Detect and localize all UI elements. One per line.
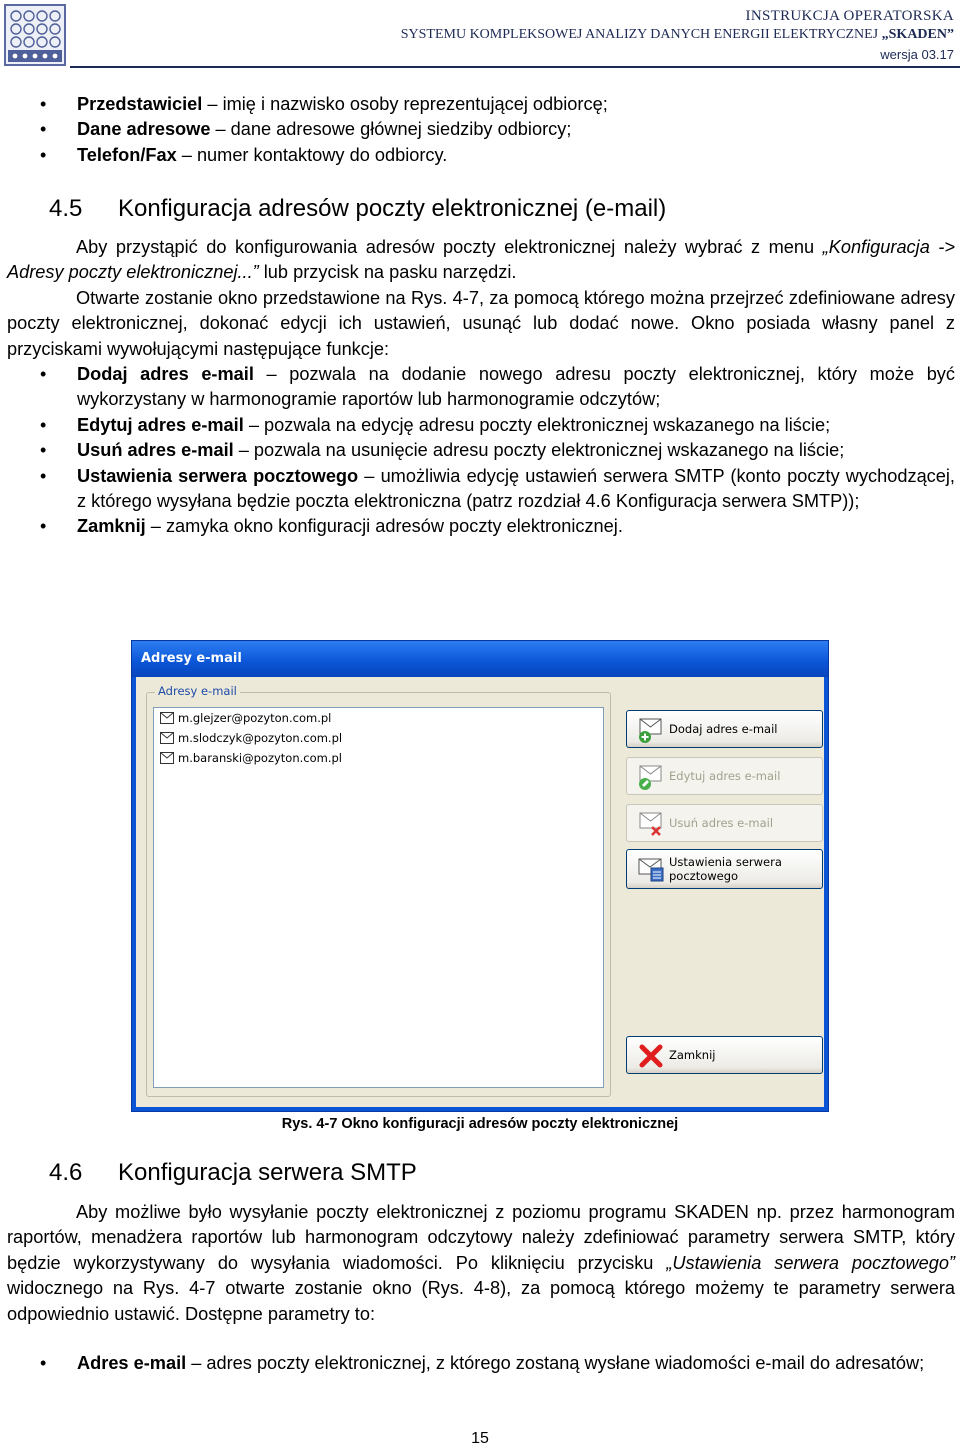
window-title[interactable]: Adresy e-mail <box>132 641 828 677</box>
list-item[interactable]: m.glejzer@pozyton.com.pl <box>154 708 603 728</box>
delete-email-button[interactable]: Usuń adres e-mail <box>626 804 823 842</box>
list-item: • Ustawienia serwera pocztowego – umożliwia edycję ustawień serwera SMTP (konto poczty wychodzącej, z którego wysyłana będzie poczta elektroniczna (patrz rozdział 4.6 Konfiguracja serwera SMTP)); <box>0 464 955 515</box>
list-item[interactable]: m.slodczyk@pozyton.com.pl <box>154 728 603 748</box>
list-item[interactable]: m.baranski@pozyton.com.pl <box>154 748 603 768</box>
close-button[interactable]: Zamknij <box>626 1036 823 1074</box>
envelope-icon <box>160 712 174 724</box>
delete-email-icon <box>637 810 665 838</box>
add-email-button[interactable]: Dodaj adres e-mail <box>626 710 823 748</box>
email-addresses-window <box>131 640 829 1112</box>
edit-email-button[interactable]: Edytuj adres e-mail <box>626 757 823 795</box>
envelope-icon <box>160 732 174 744</box>
email-list[interactable] <box>153 707 604 1088</box>
customer-fields-list <box>0 92 955 168</box>
header-divider <box>70 66 960 68</box>
figure-caption: Rys. 4-7 Okno konfiguracji adresów poczty elektronicznej <box>281 1116 679 1132</box>
list-item: • Dodaj adres e-mail – pozwala na dodanie nowego adresu poczty elektronicznej, który może być wykorzystany w harmonogramie raportów lub harmonogramie odczytów; <box>0 362 955 413</box>
list-item: • Adres e-mail – adres poczty elektronicznej, z którego zostaną wysłane wiadomości e-mail do adresatów; <box>0 1351 955 1376</box>
window-client-area <box>136 677 824 1107</box>
header-brand: „SKADEN” <box>881 27 954 42</box>
envelope-icon <box>160 752 174 764</box>
paragraph: Aby przystąpić do konfigurowania adresów poczty elektronicznej należy wybrać z menu „Konfiguracja -> Adresy poczty elektronicznej...” lub przycisk na pasku narzędzi. <box>7 237 955 283</box>
list-item: • Edytuj adres e-mail – pozwala na edycję adresu poczty elektronicznej wskazanego na liście; <box>0 413 955 438</box>
server-settings-icon <box>637 855 665 883</box>
edit-email-icon <box>637 763 665 791</box>
smtp-parameters-list <box>0 1351 955 1376</box>
list-item: • Zamknij – zamyka okno konfiguracji adresów poczty elektronicznej. <box>0 514 955 539</box>
section-heading-4-5: 4.5 Konfiguracja adresów poczty elektronicznej (e-mail) <box>49 195 667 222</box>
email-groupbox <box>146 684 611 1097</box>
groupbox-label: Adresy e-mail <box>155 684 240 698</box>
page-number: 15 <box>471 1430 489 1447</box>
list-item: • Przedstawiciel – imię i nazwisko osoby reprezentującej odbiorcę; <box>0 92 955 117</box>
paragraph: Otwarte zostanie okno przedstawione na Rys. 4-7, za pomocą którego można przejrzeć zdefiniowane adresy poczty elektronicznej, dokonać edycji ich ustawień, usunąć lub dodać nowe. Okno posiada własny panel z przyciskami wywołującymi następujące funkcje: <box>7 288 955 359</box>
company-logo <box>4 4 66 66</box>
close-icon <box>637 1042 665 1070</box>
function-list <box>0 362 955 540</box>
list-item: • Dane adresowe – dane adresowe głównej siedziby odbiorcy; <box>0 117 955 142</box>
header-title: INSTRUKCJA OPERATORSKA <box>745 8 954 24</box>
header-version: wersja 03.17 <box>880 47 954 62</box>
header-subtitle: SYSTEMU KOMPLEKSOWEJ ANALIZY DANYCH ENERGII ELEKTRYCZNEJ „SKADEN” <box>400 27 954 42</box>
paragraph: Aby możliwe było wysyłanie poczty elektronicznej z poziomu programu SKADEN np. przez harmonogram raportów, menadżera raportów lub harmonogram odczytowy należy zdefiniować parametry serwera SMTP, który będzie wykorzystywany do wysyłania wiadomości. Po kliknięciu przycisku „Ustawienia serwera pocztowego” widocznego na Rys. 4-7 otwarte zostanie okno (Rys. 4-8), za pomocą którego możemy te parametry serwera odpowiednio ustawić. Dostępne parametry to: <box>7 1202 955 1324</box>
section-heading-4-6: 4.6 Konfiguracja serwera SMTP <box>49 1159 417 1186</box>
add-email-icon <box>637 716 665 744</box>
list-item: • Telefon/Fax – numer kontaktowy do odbiorcy. <box>0 143 955 168</box>
list-item: • Usuń adres e-mail – pozwala na usunięcie adresu poczty elektronicznej wskazanego na liście; <box>0 438 955 463</box>
document-header <box>401 8 954 62</box>
mail-server-settings-button[interactable]: Ustawienia serwera pocztowego <box>626 849 823 889</box>
